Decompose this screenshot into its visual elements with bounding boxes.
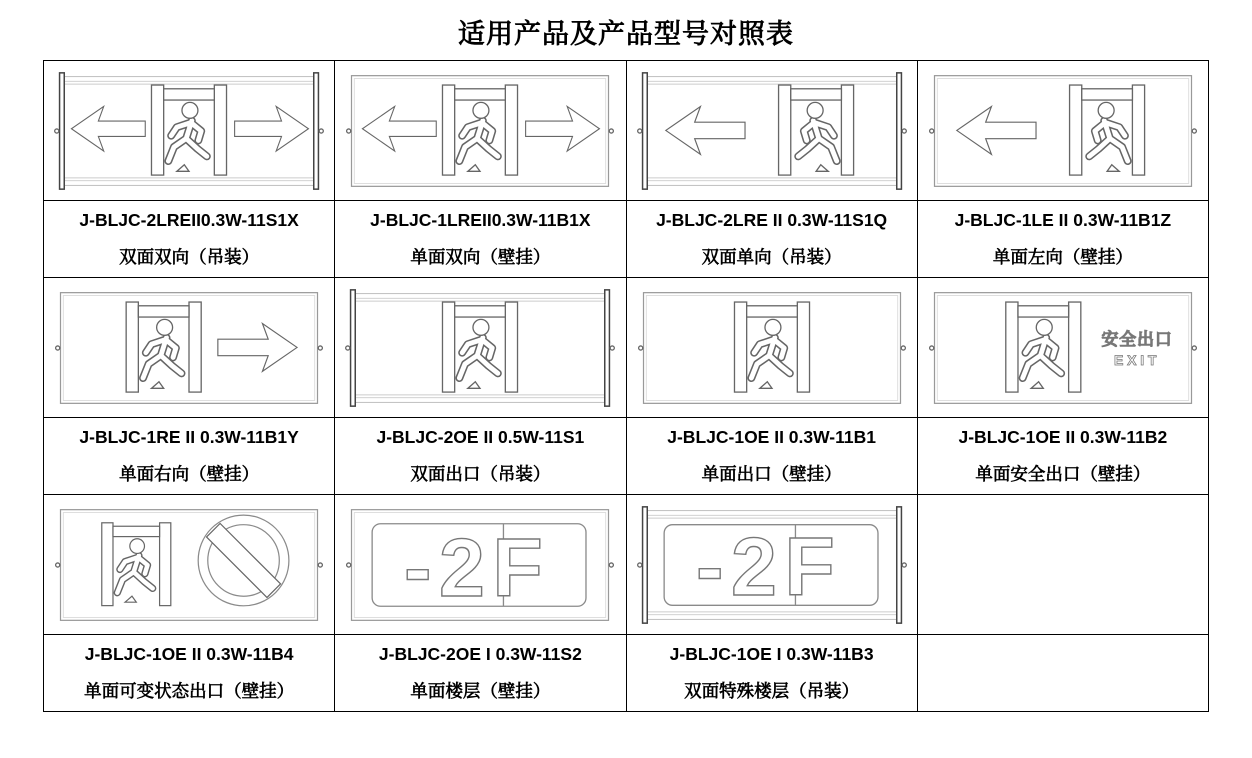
product-desc: 单面右向（壁挂）: [119, 463, 260, 484]
product-model: J-BLJC-2OE II 0.5W-11S1: [376, 426, 585, 447]
label-row: [44, 635, 1209, 712]
product-model: J-BLJC-1LE II 0.3W-11B1Z: [954, 209, 1172, 230]
safety-exit-en-text: EXIT: [1113, 351, 1161, 368]
sign-floor-number-hanging: [636, 504, 908, 626]
page-title: 适用产品及产品型号对照表: [458, 19, 794, 50]
product-desc: 双面双向（吊装）: [119, 246, 260, 267]
product-desc: 单面出口（壁挂）: [701, 463, 842, 484]
sign-bidirectional-hanging: [53, 70, 325, 192]
product-desc: 双面单向（吊装）: [701, 246, 842, 267]
wall-frame: [56, 509, 323, 620]
sign-exit-wall: [636, 287, 908, 409]
product-model: J-BLJC-2LREII0.3W-11S1X: [79, 209, 299, 230]
empty-cell: [917, 495, 1208, 635]
sign-right-direction-wall: [53, 287, 325, 409]
sign-cell: [626, 278, 917, 418]
product-desc: 单面安全出口（壁挂）: [975, 463, 1151, 484]
sign-cell: [917, 278, 1208, 418]
label-cell: [917, 201, 1208, 278]
product-model: J-BLJC-1OE II 0.3W-11B1: [667, 426, 876, 447]
label-cell: [917, 418, 1208, 495]
sign-cell: [44, 61, 335, 201]
label-cell: [626, 635, 917, 712]
sign-cell: [44, 278, 335, 418]
product-desc: 双面特殊楼层（吊装）: [684, 680, 860, 701]
label-cell: [44, 201, 335, 278]
product-model: J-BLJC-1OE II 0.3W-11B4: [84, 643, 294, 664]
sign-left-direction-wall: [927, 70, 1199, 192]
label-row: [44, 201, 1209, 278]
product-desc: 单面左向（壁挂）: [992, 246, 1133, 267]
label-cell: [335, 635, 626, 712]
label-cell: [44, 635, 335, 712]
sign-cell: [626, 495, 917, 635]
product-model: J-BLJC-1LREII0.3W-11B1X: [370, 209, 591, 230]
label-cell: [626, 201, 917, 278]
product-desc: 单面可变状态出口（壁挂）: [84, 680, 295, 701]
sign-cell: [335, 61, 626, 201]
label-cell: [626, 418, 917, 495]
sign-safety-exit-wall: [927, 287, 1199, 409]
sign-left-direction-hanging: [636, 70, 908, 192]
product-model: J-BLJC-2LRE II 0.3W-11S1Q: [656, 209, 888, 230]
label-cell: [335, 418, 626, 495]
sign-variable-exit-wall: [53, 504, 325, 626]
sign-cell: [335, 278, 626, 418]
product-desc: 单面楼层（壁挂）: [410, 680, 551, 701]
sign-image-row: [44, 278, 1209, 418]
safety-exit-cn-text: 安全出口: [1101, 329, 1173, 349]
product-model: J-BLJC-1OE II 0.3W-11B2: [958, 426, 1168, 447]
sign-cell: [44, 495, 335, 635]
sign-cell: [626, 61, 917, 201]
product-model-table: [43, 60, 1209, 712]
label-cell: [335, 201, 626, 278]
empty-cell: [917, 635, 1208, 712]
label-cell: [44, 418, 335, 495]
product-model: J-BLJC-1OE I 0.3W-11B3: [669, 643, 874, 664]
product-desc: 双面出口（吊装）: [410, 463, 551, 484]
sign-bidirectional-wall: [344, 70, 616, 192]
product-model: J-BLJC-2OE I 0.3W-11S2: [378, 643, 582, 664]
sign-cell: [917, 61, 1208, 201]
product-model: J-BLJC-1RE II 0.3W-11B1Y: [79, 426, 299, 447]
product-desc: 单面双向（壁挂）: [410, 246, 551, 267]
sign-image-row: [44, 495, 1209, 635]
sign-floor-number-wall: [344, 504, 616, 626]
sign-cell: [335, 495, 626, 635]
label-row: [44, 418, 1209, 495]
floor-number-text: -2F: [404, 521, 551, 614]
sign-exit-hanging: [344, 287, 616, 409]
sign-image-row: [44, 61, 1209, 201]
floor-number-text: -2F: [695, 520, 842, 613]
